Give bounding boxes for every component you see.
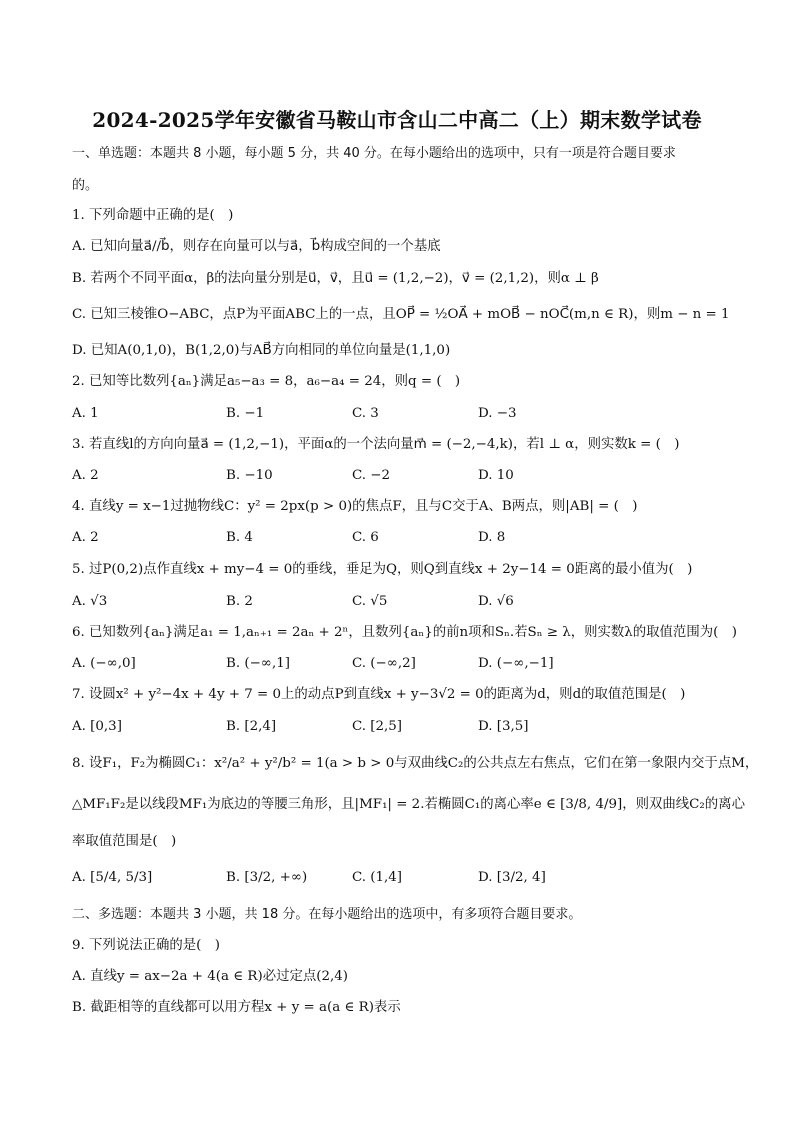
q4-option-a: A. 2 [72, 530, 99, 545]
q3-option-b: B. −10 [226, 468, 273, 483]
q7-option-b: B. [2,4] [226, 719, 277, 734]
page-title: 2024-2025学年安徽省马鞍山市含山二中高二（上）期末数学试卷 [92, 108, 702, 132]
q4-stem: 4. 直线y = x−1过抛物线C：y² = 2px(p > 0)的焦点F，且与C交于A、B两点，则|AB| = ( ) [72, 499, 638, 514]
q4-option-c: C. 6 [352, 530, 379, 545]
q1-option-a: A. 已知向量a⃗//b⃗，则存在向量可以与a⃗，b⃗构成空间的一个基底 [72, 239, 441, 254]
q1-stem: 1. 下列命题中正确的是( ) [72, 208, 234, 223]
q2-option-b: B. −1 [226, 406, 265, 421]
q7-option-d: D. [3,5] [478, 719, 529, 734]
q4-option-d: D. 8 [478, 530, 506, 545]
q5-option-c: C. √5 [352, 594, 388, 609]
q6-option-d: D. (−∞,−1] [478, 656, 554, 671]
q9-stem: 9. 下列说法正确的是( ) [72, 938, 220, 953]
q8-option-a: A. [5/4, 5/3] [72, 870, 153, 885]
q5-option-a: A. √3 [72, 594, 108, 609]
q8-option-c: C. (1,4] [352, 870, 403, 885]
q3-stem: 3. 若直线l的方向向量a⃗ = (1,2,−1)，平面α的一个法向量m⃗ = (−2,−4,k)，若l ⊥ α，则实数k = ( ) [72, 437, 680, 452]
q5-option-d: D. √6 [478, 594, 514, 609]
q2-option-c: C. 3 [352, 406, 379, 421]
q3-option-c: C. −2 [352, 468, 391, 483]
q8-stem-line3: 率取值范围是( ) [72, 834, 177, 849]
section2-heading: 二、多选题：本题共 3 小题，共 18 分。在每小题给出的选项中，有多项符合题目要求。 [72, 907, 582, 922]
q6-option-c: C. (−∞,2] [352, 656, 416, 671]
q8-option-d: D. [3/2, 4] [478, 870, 546, 885]
q6-option-a: A. (−∞,0] [72, 656, 136, 671]
q3-option-d: D. 10 [478, 468, 514, 483]
q1-option-d: D. 已知A(0,1,0)，B(1,2,0)与AB⃗方向相同的单位向量是(1,1,0) [72, 343, 451, 358]
q7-option-a: A. [0,3] [72, 719, 122, 734]
q5-option-b: B. 2 [226, 594, 253, 609]
q8-stem-line1: 8. 设F₁，F₂为椭圆C₁：x²/a² + y²/b² = 1(a > b > 0与双曲线C₂的公共点左右焦点，它们在第一象限内交于点M， [72, 756, 759, 771]
section1-heading-line2: 的。 [72, 178, 99, 193]
q2-option-a: A. 1 [72, 406, 99, 421]
q9-option-b: B. 截距相等的直线都可以用方程x + y = a(a ∈ R)表示 [72, 1000, 401, 1015]
q5-stem: 5. 过P(0,2)点作直线x + my−4 = 0的垂线，垂足为Q，则Q到直线x + 2y−14 = 0距离的最小值为( ) [72, 562, 693, 577]
q6-stem: 6. 已知数列{aₙ}满足a₁ = 1,aₙ₊₁ = 2aₙ + 2ⁿ，且数列{aₙ}的前n项和Sₙ.若Sₙ ≥ λ，则实数λ的取值范围为( ) [72, 625, 737, 640]
q2-option-d: D. −3 [478, 406, 517, 421]
q7-stem: 7. 设圆x² + y²−4x + 4y + 7 = 0上的动点P到直线x + y−3√2 = 0的距离为d，则d的取值范围是( ) [72, 687, 686, 702]
q9-option-a: A. 直线y = ax−2a + 4(a ∈ R)必过定点(2,4) [72, 969, 349, 984]
q1-option-c: C. 已知三棱锥O−ABC，点P为平面ABC上的一点，且OP⃗ = ½OA⃗ + mOB⃗ − nOC⃗(m,n ∈ R)，则m − n = 1 [72, 307, 730, 322]
q8-stem-line2: △MF₁F₂是以线段MF₁为底边的等腰三角形，且|MF₁| = 2.若椭圆C₁的离心率e ∈ [3/8, 4/9]，则双曲线C₂的离心 [72, 797, 745, 812]
q6-option-b: B. (−∞,1] [226, 656, 290, 671]
q7-option-c: C. [2,5] [352, 719, 403, 734]
q3-option-a: A. 2 [72, 468, 99, 483]
q8-option-b: B. [3/2, +∞) [226, 870, 308, 885]
section1-heading-line1: 一、单选题：本题共 8 小题，每小题 5 分，共 40 分。在每小题给出的选项中，只有一项是符合题目要求 [72, 146, 676, 161]
q4-option-b: B. 4 [226, 530, 253, 545]
q2-stem: 2. 已知等比数列{aₙ}满足a₅−a₃ = 8，a₆−a₄ = 24，则q = ( ) [72, 374, 461, 389]
q1-option-b: B. 若两个不同平面α，β的法向量分别是u⃗，v⃗，且u⃗ = (1,2,−2)，v⃗ = (2,1,2)，则α ⊥ β [72, 271, 599, 286]
